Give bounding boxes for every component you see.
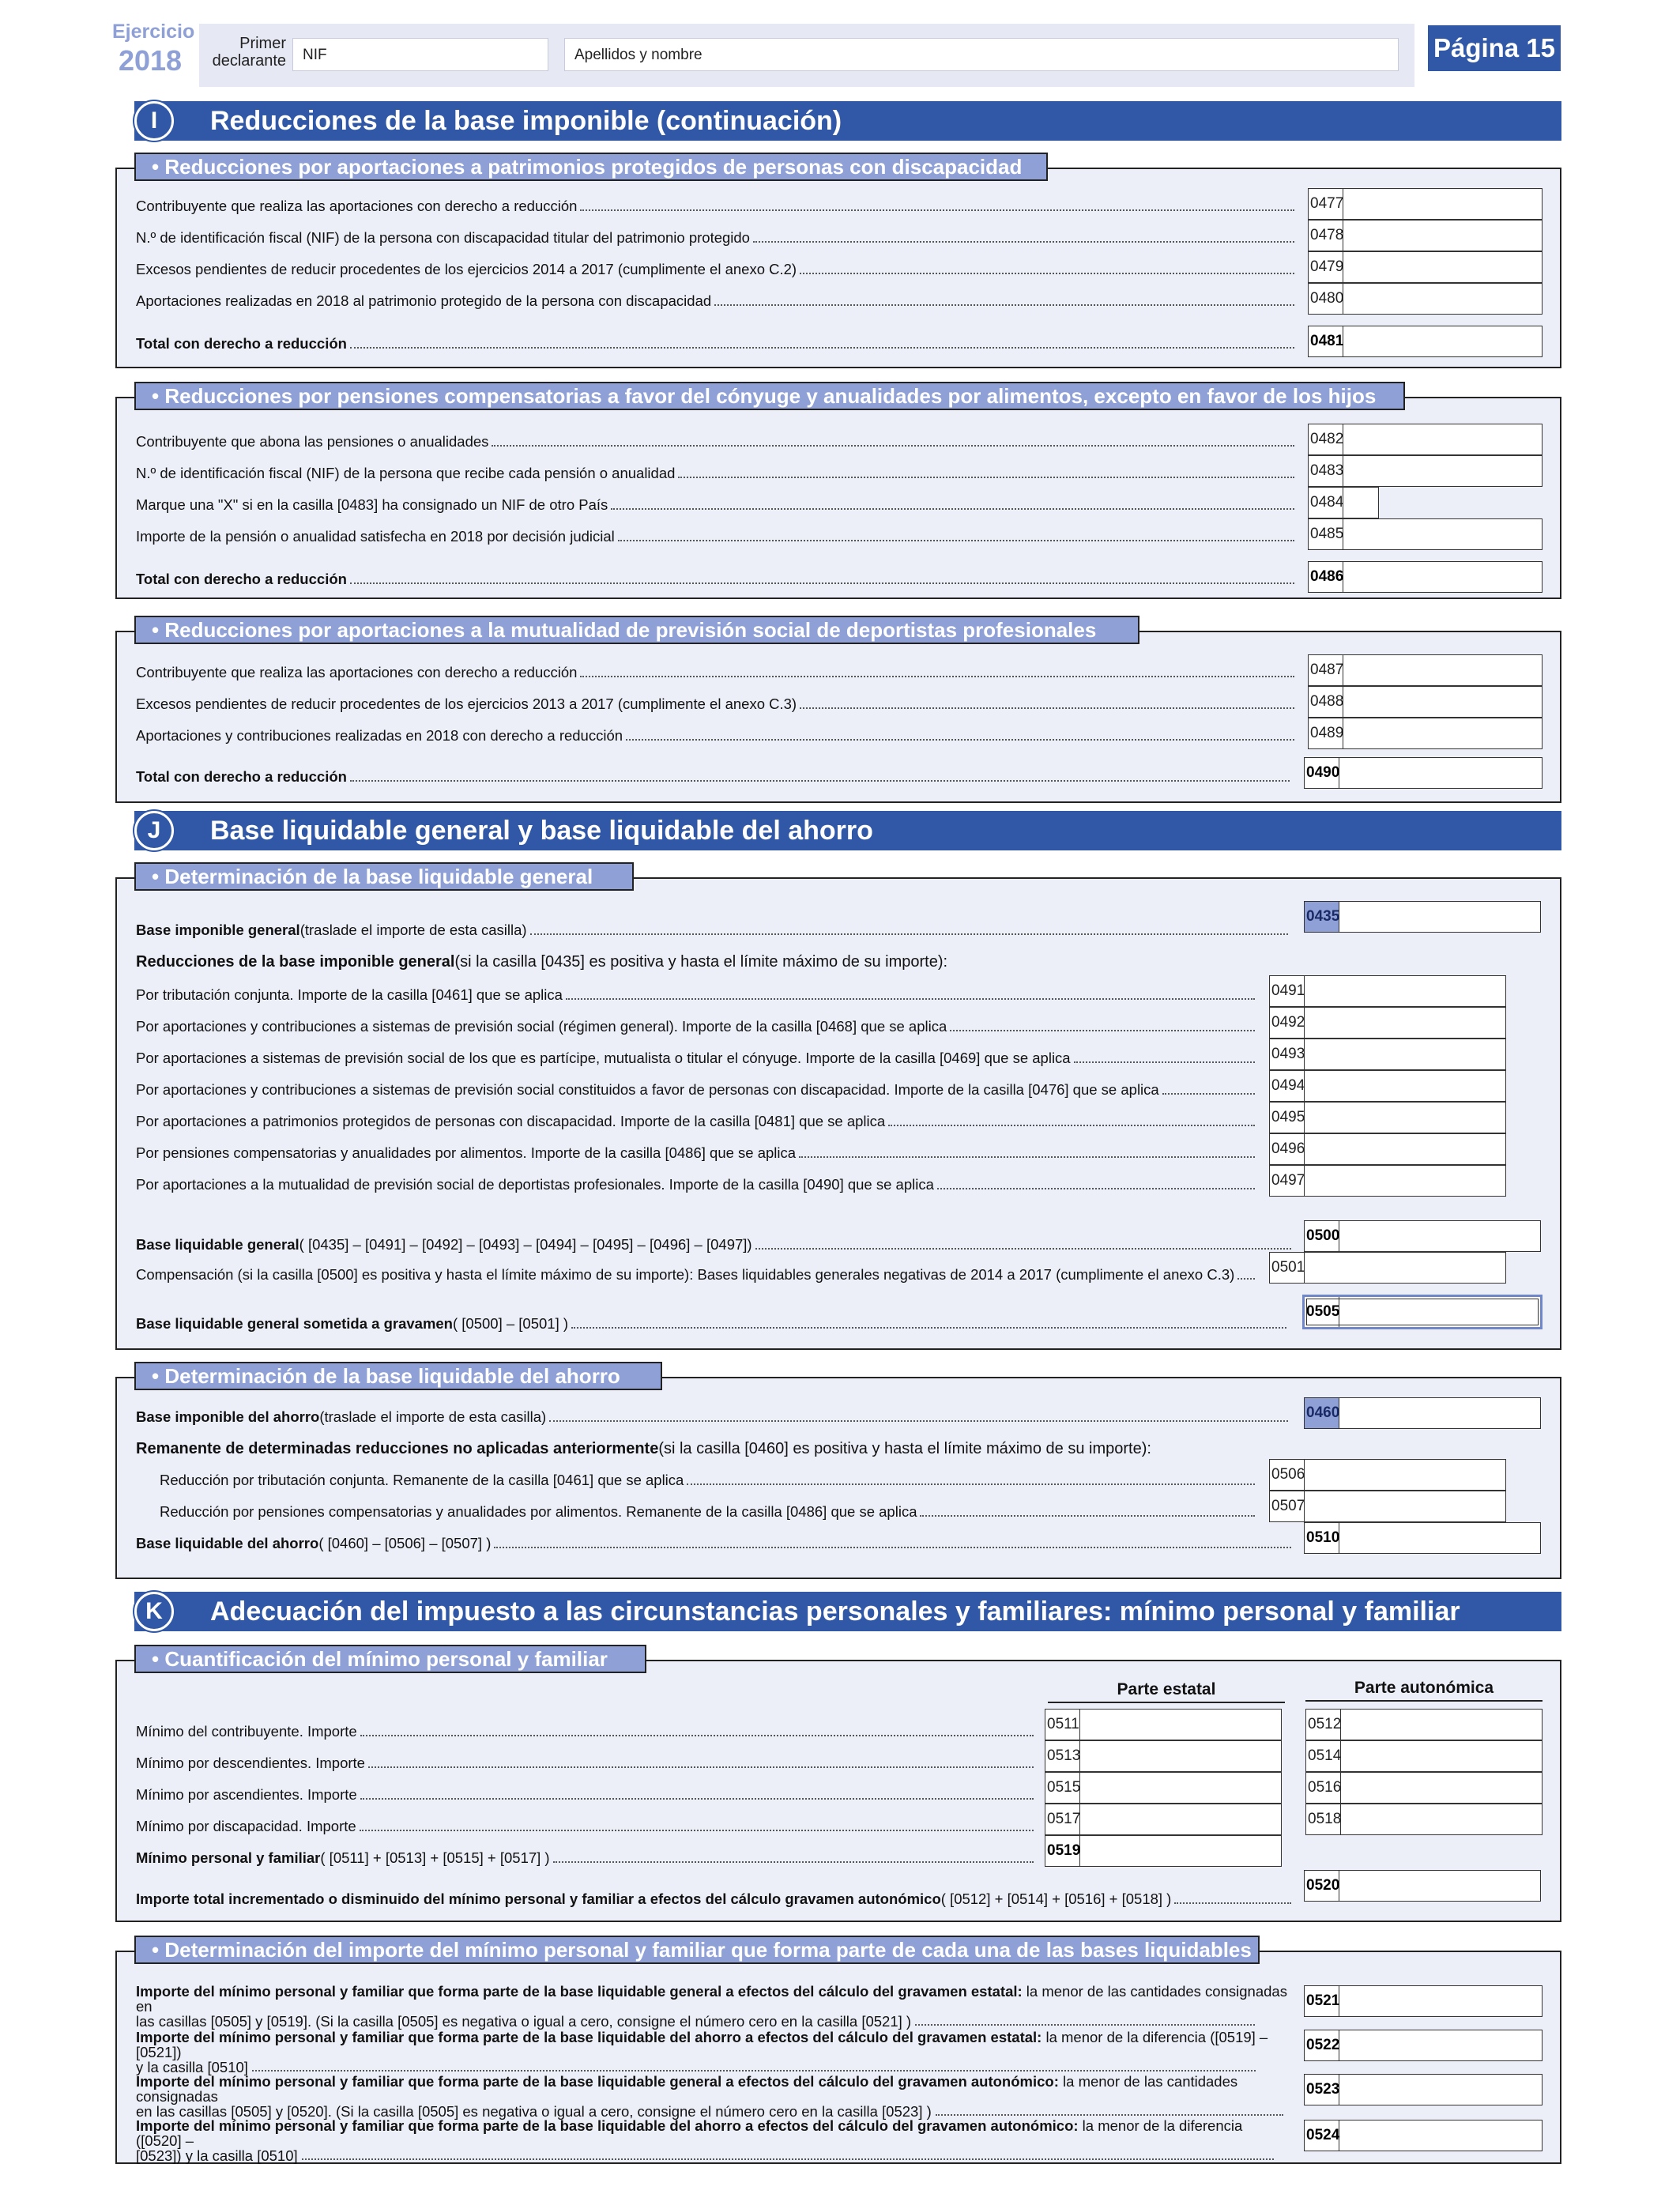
field-0496[interactable]: 0496 [1269, 1133, 1506, 1165]
bases-minimo-subsection-title: • Determinación del importe del mínimo personal y familiar que forma parte de cada una de las bases liquidables [134, 1936, 1260, 1964]
remanente-heading: Remanente de determinadas reducciones no aplicadas anteriormente (si la casilla [0460] es positiva y hasta el límite máximo de su importe): [136, 1440, 1151, 1457]
row-0488: Excesos pendientes de reducir procedentes de los ejercicios 2013 a 2017 (cumplimente el anexo C.3) [136, 696, 1298, 713]
section-i-badge: I [134, 101, 174, 141]
field-0494[interactable]: 0494 [1269, 1070, 1506, 1102]
row-0486: Total con derecho a reducción [136, 571, 1298, 588]
row-0483: N.º de identificación fiscal (NIF) de la persona que recibe cada pensión o anualidad [136, 465, 1298, 482]
field-0512[interactable]: 0512 [1305, 1709, 1543, 1740]
field-0480[interactable]: 0480 [1308, 283, 1543, 315]
row-0480: Aportaciones realizadas en 2018 al patrimonio protegido de la persona con discapacidad [136, 292, 1298, 310]
row-0517: Mínimo por discapacidad. Importe [136, 1818, 1037, 1835]
section-j-title: Base liquidable general y base liquidable del ahorro [210, 816, 873, 846]
nif-field[interactable] [292, 38, 548, 71]
page-number-badge: Página 15 [1428, 25, 1561, 71]
field-0489[interactable]: 0489 [1308, 718, 1543, 749]
field-0435[interactable]: 0435 [1304, 901, 1541, 933]
field-0517[interactable]: 0517 [1045, 1804, 1282, 1835]
row-0491: Por tributación conjunta. Importe de la casilla [0461] que se aplica [136, 986, 1258, 1004]
field-0511[interactable]: 0511 [1045, 1709, 1282, 1740]
field-0495[interactable]: 0495 [1269, 1102, 1506, 1133]
field-0523[interactable]: 0523 [1304, 2074, 1543, 2105]
col-parte-estatal: Parte estatal [1048, 1680, 1285, 1703]
row-0507: Reducción por pensiones compensatorias y anualidades por alimentos. Remanente de la casilla [0486] que se aplica [160, 1503, 1258, 1521]
section-i-title: Reducciones de la base imponible (continuación) [210, 106, 842, 136]
apellidos-label: Apellidos y nombre [574, 47, 703, 63]
field-0479[interactable]: 0479 [1308, 251, 1543, 283]
field-0506[interactable]: 0506 [1269, 1459, 1506, 1491]
field-0515[interactable]: 0515 [1045, 1772, 1282, 1804]
row-0460: Base imponible del ahorro (traslade el importe de esta casilla) [136, 1408, 1291, 1426]
deportistas-subsection-title: • Reducciones por aportaciones a la mutualidad de previsión social de deportistas profesionales [134, 616, 1139, 644]
field-0516[interactable]: 0516 [1305, 1772, 1543, 1804]
field-0518[interactable]: 0518 [1305, 1804, 1543, 1835]
row-0484: Marque una "X" si en la casilla [0483] ha consignado un NIF de otro País [136, 496, 1298, 514]
section-j-badge: J [134, 811, 174, 850]
pensiones-subsection-title: • Reducciones por pensiones compensatorias a favor del cónyuge y anualidades por alimentos, excepto en favor de los hijos [134, 382, 1405, 410]
field-0487[interactable]: 0487 [1308, 654, 1543, 686]
section-i-header [134, 101, 1561, 141]
field-0492[interactable]: 0492 [1269, 1007, 1506, 1039]
section-j-header [134, 811, 1561, 850]
field-0510[interactable]: 0510 [1304, 1522, 1541, 1554]
field-0481[interactable]: 0481 [1308, 326, 1543, 357]
field-0521[interactable]: 0521 [1304, 1985, 1543, 2017]
row-0513: Mínimo por descendientes. Importe [136, 1755, 1037, 1772]
row-0478: N.º de identificación fiscal (NIF) de la persona con discapacidad titular del patrimonio protegido [136, 229, 1298, 247]
row-0519: Mínimo personal y familiar ( [0511] + [0513] + [0515] + [0517] ) [136, 1849, 1037, 1867]
field-0501[interactable]: 0501 [1269, 1252, 1506, 1284]
field-0460[interactable]: 0460 [1304, 1397, 1541, 1429]
field-0524[interactable]: 0524 [1304, 2120, 1543, 2151]
row-0505: Base liquidable general sometida a gravamen ( [0500] – [0501] ) [136, 1315, 1290, 1333]
patrimonios-subsection-title: • Reducciones por aportaciones a patrimonios protegidos de personas con discapacidad [134, 153, 1048, 181]
field-0500[interactable]: 0500 [1304, 1220, 1541, 1252]
row-0477: Contribuyente que realiza las aportaciones con derecho a reducción [136, 198, 1298, 215]
section-k-title: Adecuación del impuesto a las circunstancias personales y familiares: mínimo personal y familiar [210, 1596, 1460, 1627]
row-0524: Importe del mínimo personal y familiar que forma parte de la base liquidable del ahorro a efectos del cálculo del gravamen autonómico: la menor de la diferencia ([0520] – [0523]) y la casilla [0510] [136, 2118, 1290, 2163]
field-0522[interactable]: 0522 [1304, 2030, 1543, 2061]
bla-subsection-title: • Determinación de la base liquidable del ahorro [134, 1362, 662, 1390]
field-0490[interactable]: 0490 [1304, 757, 1543, 789]
field-0486[interactable]: 0486 [1308, 561, 1543, 593]
minimo-subsection-title: • Cuantificación del mínimo personal y familiar [134, 1645, 646, 1673]
field-0514[interactable]: 0514 [1305, 1740, 1543, 1772]
row-0520: Importe total incrementado o disminuido del mínimo personal y familiar a efectos del cálculo gravamen autonómico ( [0512] + [0514] + [0516] + [0518] ) [136, 1891, 1294, 1908]
row-0523: Importe del mínimo personal y familiar que forma parte de la base liquidable general a efectos del cálculo del gravamen autonómico: la menor de las cantidades consignadas en las casillas [0505] y [0520]. (Si la casilla [0505] es negativa o igual a cero, consigne el número cero en la casilla [0523] ) [136, 2074, 1290, 2119]
row-0497: Por aportaciones a la mutualidad de previsión social de deportistas profesionales. Importe de la casilla [0490] que se aplica [136, 1176, 1258, 1193]
row-0485: Importe de la pensión o anualidad satisfecha en 2018 por decisión judicial [136, 528, 1298, 545]
declarante-label: Primer declarante [212, 35, 286, 70]
field-0513[interactable]: 0513 [1045, 1740, 1282, 1772]
row-0510: Base liquidable del ahorro ( [0460] – [0506] – [0507] ) [136, 1535, 1294, 1552]
row-0494: Por aportaciones y contribuciones a sistemas de previsión social constituidos a favor de personas con discapacidad. Importe de la casilla [0476] que se aplica [136, 1081, 1258, 1099]
nif-label: NIF [303, 47, 327, 63]
row-0501: Compensación (si la casilla [0500] es positiva y hasta el límite máximo de su importe): Bases liquidables generales negativas de 2014 a 2017 (cumplimente el anexo C.3) [136, 1266, 1258, 1284]
blg-subsection-title: • Determinación de la base liquidable general [134, 862, 634, 891]
field-0505[interactable]: 0505 [1302, 1295, 1543, 1329]
field-0497[interactable]: 0497 [1269, 1165, 1506, 1197]
field-0483[interactable]: 0483 [1308, 455, 1543, 487]
row-0506: Reducción por tributación conjunta. Remanente de la casilla [0461] que se aplica [160, 1472, 1258, 1489]
row-0482: Contribuyente que abona las pensiones o anualidades [136, 433, 1298, 450]
row-0435: Base imponible general (traslade el importe de esta casilla) [136, 922, 1291, 939]
row-0500: Base liquidable general ( [0435] – [0491] – [0492] – [0493] – [0494] – [0495] – [0496] – [0497]) [136, 1236, 1294, 1253]
row-0481: Total con derecho a reducción [136, 335, 1298, 352]
field-0493[interactable]: 0493 [1269, 1039, 1506, 1070]
field-0488[interactable]: 0488 [1308, 686, 1543, 718]
ejercicio-block [112, 21, 195, 77]
row-0492: Por aportaciones y contribuciones a sistemas de previsión social (régimen general). Importe de la casilla [0468] que se aplica [136, 1018, 1258, 1035]
row-0487: Contribuyente que realiza las aportaciones con derecho a reducción [136, 664, 1298, 681]
field-0507[interactable]: 0507 [1269, 1491, 1506, 1522]
checkbox-0484[interactable]: 0484 [1308, 487, 1379, 518]
field-0491[interactable]: 0491 [1269, 975, 1506, 1007]
field-0485[interactable]: 0485 [1308, 518, 1543, 550]
field-0519[interactable]: 0519 [1045, 1835, 1282, 1867]
row-0495: Por aportaciones a patrimonios protegidos de personas con discapacidad. Importe de la casilla [0481] que se aplica [136, 1113, 1258, 1130]
ejercicio-year: 2018 [118, 44, 183, 77]
row-0521: Importe del mínimo personal y familiar que forma parte de la base liquidable general a efectos del cálculo del gravamen estatal: la menor de las cantidades consignadas en las casillas [0505] y [0519]. (Si la casilla [0505] es negativa o igual a cero, consigne el número cero en la casilla [0521] ) [136, 1983, 1287, 2030]
row-0515: Mínimo por ascendientes. Importe [136, 1786, 1037, 1804]
row-0522: Importe del mínimo personal y familiar que forma parte de la base liquidable del ahorro a efectos del cálculo del gravamen estatal: la menor de la diferencia ([0519] – [0521]) y la casilla [0510] [136, 2029, 1268, 2075]
row-0496: Por pensiones compensatorias y anualidades por alimentos. Importe de la casilla [0486] que se aplica [136, 1144, 1258, 1162]
apellidos-field[interactable] [564, 38, 1399, 71]
row-0489: Aportaciones y contribuciones realizadas en 2018 con derecho a reducción [136, 727, 1298, 745]
section-k-header [134, 1592, 1561, 1631]
row-0511: Mínimo del contribuyente. Importe [136, 1723, 1037, 1740]
row-0490: Total con derecho a reducción [136, 768, 1293, 786]
field-0482[interactable]: 0482 [1308, 424, 1543, 455]
reducciones-heading: Reducciones de la base imponible general (si la casilla [0435] es positiva y hasta el límite máximo de su importe): [136, 953, 948, 971]
col-parte-autonomica: Parte autonómica [1305, 1679, 1543, 1702]
field-0478[interactable]: 0478 [1308, 220, 1543, 251]
row-0493: Por aportaciones a sistemas de previsión social de los que es partícipe, mutualista o titular el cónyuge. Importe de la casilla [0469] que se aplica [136, 1050, 1258, 1067]
field-0477[interactable]: 0477 [1308, 188, 1543, 220]
field-0520[interactable]: 0520 [1304, 1870, 1541, 1902]
ejercicio-label: Ejercicio [112, 21, 195, 43]
section-k-badge: K [134, 1592, 174, 1631]
row-0479: Excesos pendientes de reducir procedentes de los ejercicios 2014 a 2017 (cumplimente el anexo C.2) [136, 261, 1298, 278]
